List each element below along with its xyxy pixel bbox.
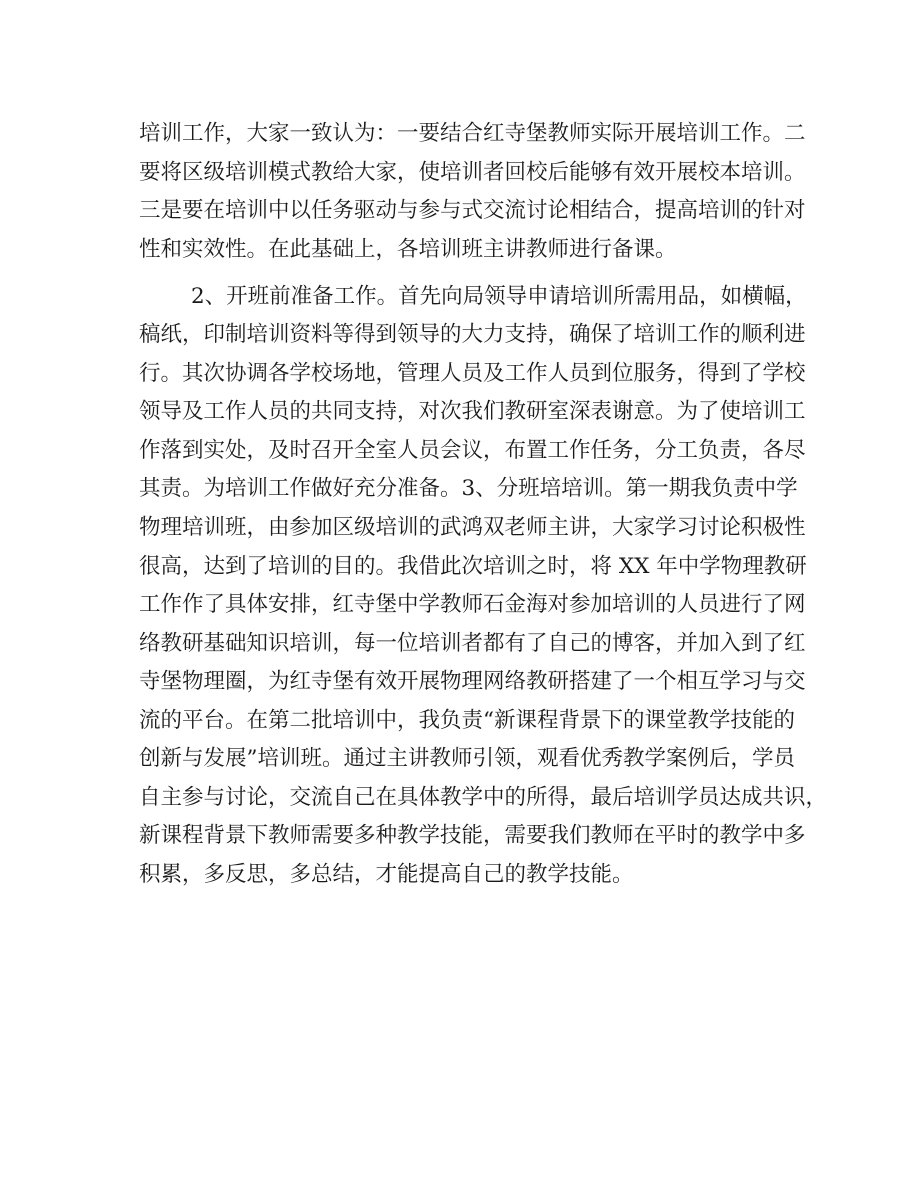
text-line: 其责。为培训工作做好充分准备。3、分班培培训。第一期我负责中学 xyxy=(139,476,798,502)
paragraph-1 xyxy=(139,115,806,269)
document-body xyxy=(139,115,828,903)
text-line: 自主参与讨论，交流自己在具体教学中的所得，最后培训学员达成共识， xyxy=(139,784,828,810)
text-line: 物理培训班，由参加区级培训的武鸿双老师主讲，大家学习讨论积极性 xyxy=(139,514,806,540)
text-line: 流的平台。在第二批培训中，我负责“新课程背景下的课堂教学技能的 xyxy=(139,707,795,733)
text-line: 2、开班前准备工作。首先向局领导申请培训所需用品，如横幅， xyxy=(191,283,807,309)
text-line: 寺堡物理圈，为红寺堡有效开展物理网络教研搭建了一个相互学习与交 xyxy=(139,669,806,695)
text-line: 很高，达到了培训的目的。我借此次培训之时，将 XX 年中学物理教研 xyxy=(139,553,807,579)
text-line: 稿纸，印制培训资料等得到领导的大力支持，确保了培训工作的顺利进 xyxy=(139,322,806,348)
text-line: 性和实效性。在此基础上，各培训班主讲教师进行备课。 xyxy=(139,236,677,262)
text-line: 作落到实处，及时召开全室人员会议，布置工作任务，分工负责，各尽 xyxy=(139,437,806,463)
text-line: 创新与发展”培训班。通过主讲教师引领，观看优秀教学案例后，学员 xyxy=(139,746,795,772)
text-line: 领导及工作人员的共同支持，对次我们教研室深表谢意。为了使培训工 xyxy=(139,399,806,425)
text-line: 积累，多反思，多总结，才能提高自己的教学技能。 xyxy=(139,861,634,887)
text-line: 培训工作，大家一致认为：一要结合红寺堡教师实际开展培训工作。二 xyxy=(139,121,806,146)
text-line: 工作作了具体安排，红寺堡中学教师石金海对参加培训的人员进行了网 xyxy=(139,592,806,618)
text-line: 行。其次协调各学校场地，管理人员及工作人员到位服务，得到了学校 xyxy=(139,360,806,386)
text-line: 三是要在培训中以任务驱动与参与式交流讨论相结合，提高培训的针对 xyxy=(139,198,806,224)
text-line: 络教研基础知识培训，每一位培训者都有了自己的博客，并加入到了红 xyxy=(139,630,806,656)
paragraph-2 xyxy=(139,278,828,895)
text-line: 新课程背景下教师需要多种教学技能，需要我们教师在平时的教学中多 xyxy=(139,823,806,849)
text-line: 要将区级培训模式教给大家，使培训者回校后能够有效开展校本培训。 xyxy=(139,159,806,185)
